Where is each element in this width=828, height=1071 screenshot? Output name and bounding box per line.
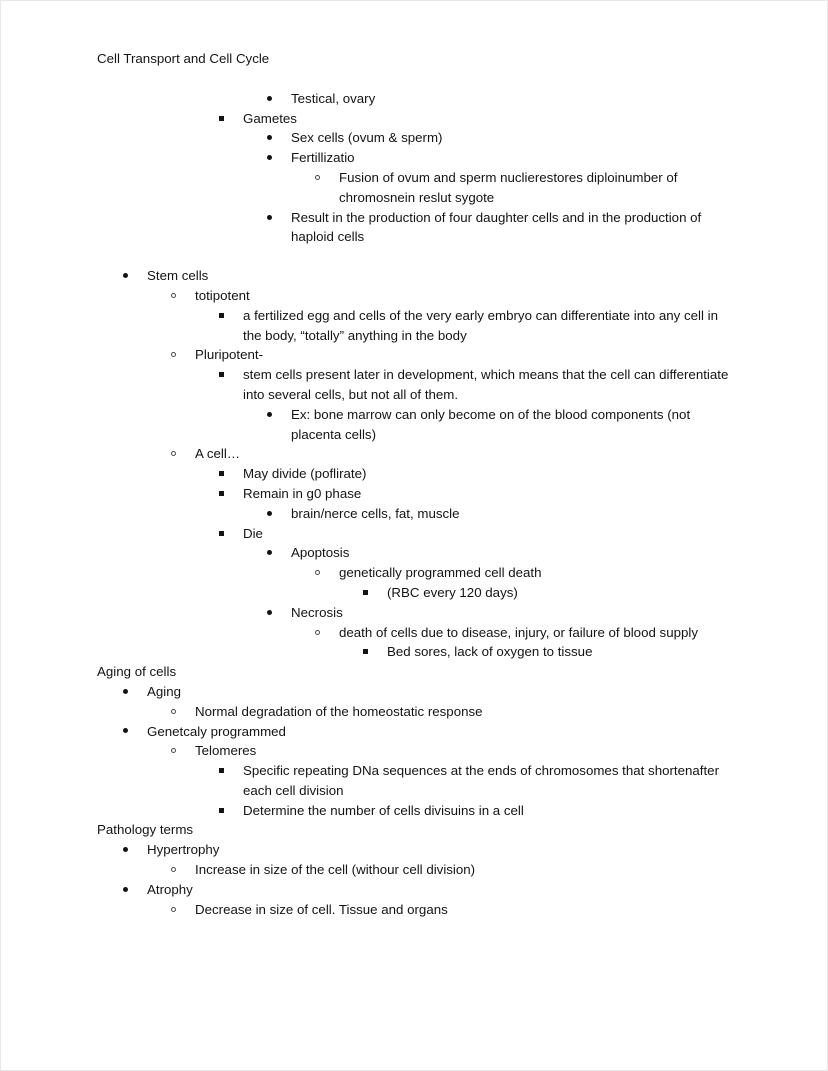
page-title: Cell Transport and Cell Cycle [97,51,270,66]
outline-item [97,840,733,860]
outline-item-text: Pluripotent- [195,347,263,363]
section-heading-pathology: Pathology terms [97,822,194,838]
outline-section-pathology [97,840,733,919]
outline-item-text: Specific repeating DNa sequences at the ends of chromosomes that shortenafter each cell division [243,763,719,798]
outline-item [97,682,733,702]
disc-bullet-icon [267,148,289,168]
filled-square-bullet-icon [219,484,241,504]
outline-section-cell-cycle [97,89,733,662]
outline-item-text: Ex: bone marrow can only become on of the blood components (not placenta cells) [291,406,691,442]
outline-item-text: May divide (poflirate) [243,466,367,482]
outline-item [97,168,733,208]
hollow-circle-bullet-icon [171,702,193,722]
outline-item-text: (RBC every 120 days) [387,584,518,600]
filled-square-bullet-icon [219,365,241,385]
outline-item-text: Normal degradation of the homeostatic response [195,703,483,719]
outline-item-text: genetically programmed cell death [339,565,542,581]
disc-bullet-icon [123,840,145,860]
disc-bullet-icon [123,880,145,900]
outline-item-text: totipotent [195,287,250,303]
outline-item-text: Apoptosis [291,545,350,561]
outline-item-text: Gametes [243,110,297,126]
outline-item-text: Increase in size of the cell (withour cell division) [195,862,476,878]
outline-item-text: Atrophy [147,881,193,897]
outline-item [97,484,733,504]
hollow-circle-bullet-icon [315,168,337,188]
outline-item [97,306,733,346]
filled-square-bullet-icon [219,801,241,821]
outline-item-text: A cell… [195,446,241,462]
outline-item-text: Testical, ovary [291,90,376,106]
outline-item-text: Necrosis [291,604,343,620]
outline-item [97,128,733,148]
disc-bullet-icon [267,543,289,563]
outline-item [97,880,733,900]
disc-bullet-icon [123,266,145,286]
outline-item [97,286,733,306]
document-body [97,49,733,919]
outline-item-text: Determine the number of cells divisuins in a cell [243,802,524,818]
outline-item [97,801,733,821]
disc-bullet-icon [123,722,145,742]
outline-item [97,504,733,524]
hollow-circle-bullet-icon [171,741,193,761]
outline-item [97,563,733,583]
outline-item [97,583,733,603]
outline-item-text: Bed sores, lack of oxygen to tissue [387,644,593,660]
filled-square-bullet-icon [363,583,385,603]
hollow-circle-bullet-icon [171,444,193,464]
outline-item-text: a fertilized egg and cells of the very early embryo can differentiate into any cell in the body, “totally” anything in the body [243,307,719,343]
disc-bullet-icon [123,682,145,702]
section-heading-aging: Aging of cells [97,664,177,680]
outline-item [97,148,733,168]
outline-item-text: death of cells due to disease, injury, or failure of blood supply [339,624,698,640]
filled-square-bullet-icon [219,464,241,484]
outline-item-text: Aging [147,683,182,699]
outline-item [97,722,733,742]
outline-item-text: Die [243,525,263,541]
outline-item [97,365,733,405]
outline-item [97,345,733,365]
outline-item [97,543,733,563]
outline-item [97,405,733,445]
outline-item [97,603,733,623]
outline-item-text: brain/nerce cells, fat, muscle [291,505,460,521]
outline-item-text: Sex cells (ovum & sperm) [291,130,443,146]
hollow-circle-bullet-icon [171,345,193,365]
outline-item-text: Telomeres [195,743,257,759]
disc-bullet-icon [267,405,289,425]
outline-item-text: Hypertrophy [147,842,220,858]
outline-item [97,702,733,722]
filled-square-bullet-icon [219,109,241,129]
outline-item-text: Genetcaly programmed [147,723,286,739]
filled-square-bullet-icon [219,306,241,326]
outline-item [97,741,733,761]
outline-item [97,89,733,109]
hollow-circle-bullet-icon [315,623,337,643]
outline-item [97,524,733,544]
hollow-circle-bullet-icon [171,286,193,306]
outline-item-text: Remain in g0 phase [243,485,362,501]
disc-bullet-icon [267,603,289,623]
disc-bullet-icon [267,89,289,109]
outline-item-text: Fusion of ovum and sperm nuclierestores diploinumber of chromosnein reslut sygote [339,169,678,205]
outline-item-text: Decrease in size of cell. Tissue and organs [195,901,448,917]
hollow-circle-bullet-icon [171,860,193,880]
outline-item-text: Result in the production of four daughter cells and in the production of haploid cells [291,209,702,245]
filled-square-bullet-icon [219,761,241,781]
hollow-circle-bullet-icon [171,900,193,920]
outline-item [97,208,733,248]
outline-item-text: stem cells present later in development, which means that the cell can differentiate into several cells, but not all of them. [243,367,729,402]
outline-item [97,444,733,464]
disc-bullet-icon [267,128,289,148]
outline-section-aging [97,682,733,821]
outline-item [97,266,733,286]
outline-item-text: Stem cells [147,268,209,284]
outline-item-text: Fertillizatio [291,150,355,166]
outline-item [97,900,733,920]
disc-bullet-icon [267,208,289,228]
outline-item [97,642,733,662]
outline-item [97,860,733,880]
disc-bullet-icon [267,504,289,524]
outline-item [97,761,733,801]
spacer [97,247,733,266]
outline-item [97,464,733,484]
filled-square-bullet-icon [219,524,241,544]
filled-square-bullet-icon [363,642,385,662]
outline-item [97,109,733,129]
spacer [97,69,733,89]
hollow-circle-bullet-icon [315,563,337,583]
outline-item [97,623,733,643]
